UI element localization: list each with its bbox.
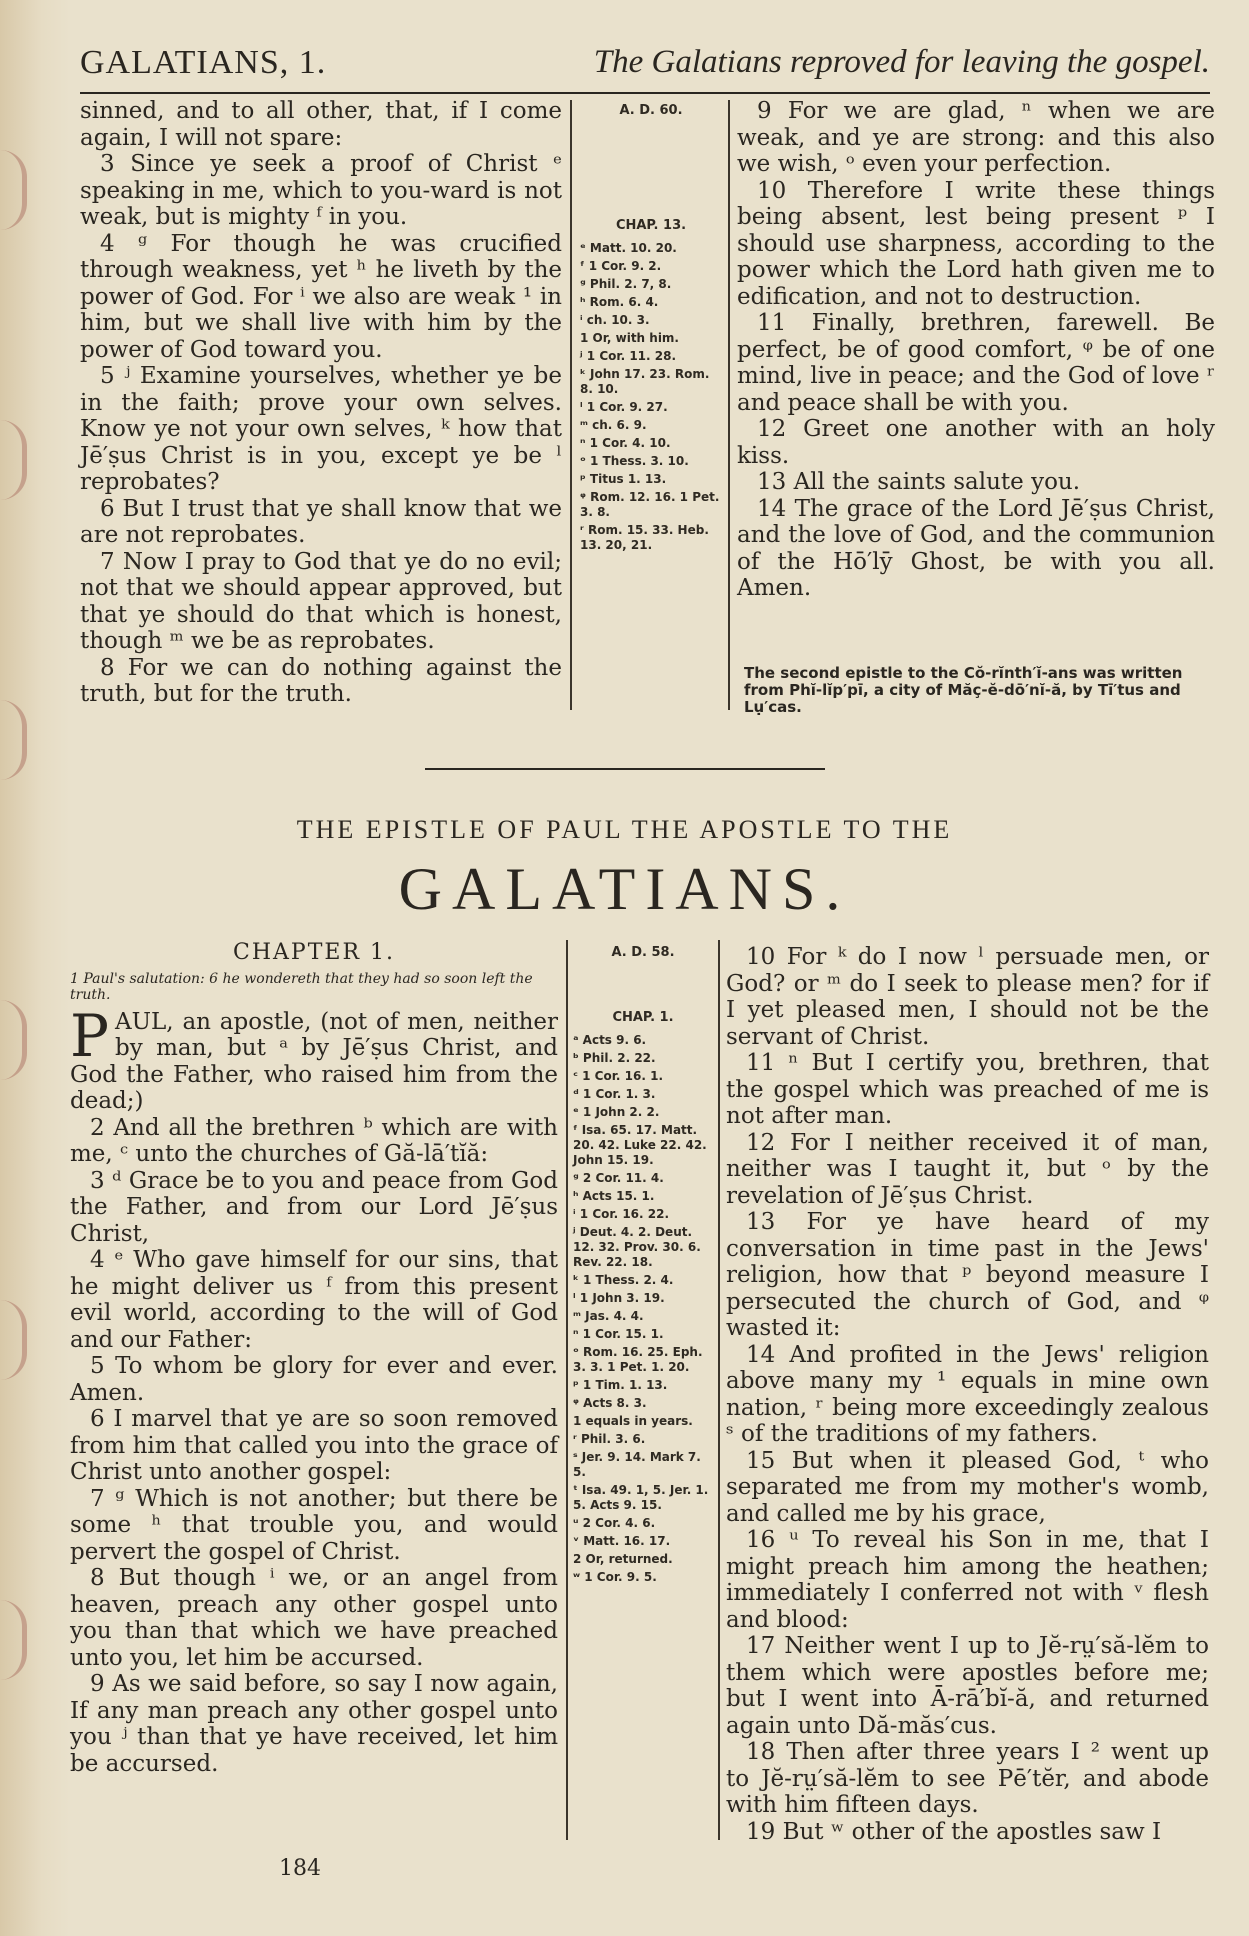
cross-reference: ᶠ 1 Cor. 9. 2. [580,259,662,273]
column-rule [728,100,730,710]
verse: 11 ⁿ But I certify you, brethren, that the gospel which was preached of me is not after man. [726,1050,1209,1129]
chapter-heading: CHAPTER 1. [233,940,395,965]
verse: 9 For we are glad, ⁿ when we are weak, and ye are strong: and this also we wish, ᵒ even your perfection. [737,98,1215,177]
cross-reference: ᵉ Matt. 10. 20. [580,241,677,255]
book-chapter-heading: GALATIANS, 1. [80,44,327,81]
cross-reference: ʰ Rom. 6. 4. [580,295,659,309]
verse: 9 As we said before, so say I now again, If any man preach any other gospel unto you ʲ than that ye have received, let him be accursed. [70,1671,558,1777]
cross-reference: ʰ Acts 15. 1. [573,1189,655,1203]
verse: 15 But when it pleased God, ᵗ who separated me from my mother's womb, and called me by his grace, [726,1447,1209,1527]
cross-reference: ʳ Phil. 3. 6. [573,1432,646,1446]
date-marker: A. D. 58. [611,945,675,960]
ref-chapter: CHAP. 13. [615,218,687,233]
verse: 4 ᵍ For though he was crucified through weakness, yet ʰ he liveth by the power of God. For ⁱ we also are weak ¹ in him, but we shall live with him by the power of God toward you. [80,230,562,363]
header-rule [80,92,1210,94]
cross-reference: 2 Or, returned. [573,1552,673,1566]
book-title: GALATIANS. [398,856,851,922]
running-header [80,40,1210,88]
cross-reference: ˡ 1 Cor. 9. 27. [580,400,668,414]
epistle-title-line: THE EPISTLE OF PAUL THE APOSTLE TO THE [296,815,953,844]
verse: 16 ᵘ To reveal his Son in me, that I might preach him among the heathen; immediately I conferred not with ᵛ flesh and blood: [726,1527,1209,1633]
verse: 14 The grace of the Lord Jē′ṣus Christ, and the love of God, and the communion of the Hō′lȳ Ghost, be with you all. Amen. [737,495,1215,601]
top-right-column [737,98,1215,602]
cross-reference: ᶜ 1 Cor. 16. 1. [573,1069,664,1083]
column-rule [718,940,720,1840]
top-reference-column [580,103,722,556]
page-number: 184 [279,1856,321,1881]
verse: 12 Greet one another with an holy kiss. [737,416,1215,469]
cross-reference: ʳ Rom. 15. 33. Heb. 13. 20, 21. [580,523,709,552]
verse: 10 Therefore I write these things being absent, lest being present ᵖ I should use sharpness, according to the power which the Lord hath given me to edification, and not to destruction. [737,177,1215,310]
cross-reference: ᵐ Jas. 4. 4. [573,1309,644,1323]
cross-reference: ʲ Deut. 4. 2. Deut. 12. 32. Prov. 30. 6. Rev. 22. 18. [573,1225,701,1269]
verse: 4 ᵉ Who gave himself for our sins, that he might deliver us ᶠ from this present evil world, according to the will of God and our Father: [70,1247,558,1353]
verse: 2 And all the brethren ᵇ which are with me, ᶜ unto the churches of Gă-lā′tĭă: [70,1114,558,1167]
verse: 3 ᵈ Grace be to you and peace from God the Father, and from our Lord Jē′ṣus Christ, [70,1167,558,1247]
verse: 7 ᵍ Which is not another; but there be some ʰ that trouble you, and would pervert the gospel of Christ. [70,1485,558,1565]
verse: 5 To whom be glory for ever and ever. Amen. [70,1353,558,1406]
cross-reference: ˡ 1 John 3. 19. [573,1291,665,1305]
verse: 12 For I neither received it of man, neither was I taught it, but ᵒ by the revelation of Jē′ṣus Christ. [726,1129,1209,1209]
drop-cap: P [70,1001,110,1070]
cross-reference: ᵈ 1 Cor. 1. 3. [573,1087,656,1101]
chapter-summary: 1 Paul's salutation: 6 he wondereth that they had so soon left the truth. [70,970,533,1003]
cross-reference: ⁿ 1 Cor. 15. 1. [573,1327,664,1341]
bottom-left-column [70,940,558,1777]
cross-reference: ᵍ 2 Cor. 11. 4. [573,1171,664,1185]
verse: 13 All the saints salute you. [757,469,1081,495]
cross-reference: ʲ 1 Cor. 11. 28. [580,349,677,363]
cross-reference: ⁱ 1 Cor. 16. 22. [573,1207,670,1221]
cross-reference: ᵇ Phil. 2. 22. [573,1051,656,1065]
verse: 5 ʲ Examine yourselves, whether ye be in the faith; prove your own selves. Know ye not your own selves, ᵏ how that Jē′ṣus Christ is in you, except ye be ˡ reprobates? [80,363,562,495]
verse: 10 For ᵏ do I now ˡ persuade men, or God? or ᵐ do I seek to please men? for if I yet pleased men, I should not be the servant of Christ. [726,944,1209,1050]
column-rule [566,940,568,1840]
verse: 3 Since ye seek a proof of Christ ᵉ speaking in me, which to you-ward is not weak, but is mighty ᶠ in you. [80,151,562,230]
cross-reference: ⁱ ch. 10. 3. [580,313,650,327]
cross-reference: 1 Or, with him. [580,331,679,345]
date-marker: A. D. 60. [619,103,683,118]
cross-reference: ᵠ Rom. 12. 16. 1 Pet. 3. 8. [580,490,720,519]
verse: 6 But I trust that ye shall know that we are not reprobates. [80,495,562,548]
cross-reference: 1 equals in years. [573,1414,693,1428]
cross-reference: ᵏ 1 Thess. 2. 4. [573,1273,674,1287]
column-rule [570,100,572,710]
verse: 8 For we can do nothing against the truth, but for the truth. [80,654,562,707]
verse: 11 Finally, brethren, farewell. Be perfect, be of good comfort, ᵠ be of one mind, live in peace; and the God of love ʳ and peace shall be with you. [737,310,1215,416]
ref-chapter: CHAP. 1. [612,1010,674,1025]
cross-reference: ᵠ Acts 8. 3. [573,1396,647,1410]
cross-reference: ᵛ Matt. 16. 17. [573,1534,671,1548]
bottom-right-column [726,944,1209,1845]
cross-reference: ᵖ Titus 1. 13. [580,472,667,486]
cross-reference: ᵘ 2 Cor. 4. 6. [573,1516,656,1530]
colophon: The second epistle to the Cŏ-rĭnth′ĭ-ans was written from Phĭ-lĭp′pī, a city of Măç-ĕ-dō′nĭ-ă, by Tī′tus and Lụ′cas. [744,664,1183,716]
cross-reference: ⁿ 1 Cor. 4. 10. [580,436,671,450]
cross-reference: ᵏ John 17. 23. Rom. 8. 10. [580,367,710,396]
cross-reference: ᵍ Phil. 2. 7, 8. [580,277,672,291]
cross-reference: ᵖ 1 Tim. 1. 13. [573,1378,668,1392]
first-verse [70,1001,558,1115]
verse: 8 But though ⁱ we, or an angel from heaven, preach any other gospel unto you than that which we have preached unto you, let him be accursed. [70,1565,558,1671]
verse: 18 Then after three years I ² went up to Jĕ-rṳ′să-lĕm to see Pē′tĕr, and abode with him fifteen days. [726,1739,1209,1818]
section-separator [425,768,825,770]
cross-reference: ᵗ Isa. 49. 1, 5. Jer. 1. 5. Acts 9. 15. [573,1483,709,1512]
cross-reference: ᵉ 1 John 2. 2. [573,1105,660,1119]
verse: 6 I marvel that ye are so soon removed from him that called you into the grace of Christ unto another gospel: [70,1406,558,1485]
cross-reference: ᵒ 1 Thess. 3. 10. [580,454,689,468]
cross-reference: ˢ Jer. 9. 14. Mark 7. 5. [573,1450,701,1479]
verse: 14 And profited in the Jews' religion above many my ¹ equals in mine own nation, ʳ being more exceedingly zealous ˢ of the traditions of my fathers. [726,1341,1209,1447]
cross-reference: ᵒ Rom. 16. 25. Eph. 3. 3. 1 Pet. 1. 20. [573,1345,703,1374]
verse-text: AUL, an apostle, (not of men, neither by man, but ᵃ by Jē′ṣus Christ, and God the Father, who raised him from the dead;) [70,1008,558,1114]
bottom-reference-column [573,945,713,1588]
cross-reference: ᶠ Isa. 65. 17. Matt. 20. 42. Luke 22. 42. John 15. 19. [573,1123,707,1167]
verse: sinned, and to all other, that, if I come again, I will not spare: [80,98,562,151]
cross-reference: ʷ 1 Cor. 9. 5. [573,1570,657,1584]
cross-reference: ᵃ Acts 9. 6. [573,1033,647,1047]
verse: 17 Neither went I up to Jĕ-rṳ′să-lĕm to them which were apostles before me; but I went into Ā-rā′bĭ-ă, and returned again unto Dă-măs′cus. [726,1633,1209,1739]
top-left-column [80,98,562,708]
verse: 13 For ye have heard of my conversation in time past in the Jews' religion, how that ᵖ beyond measure I persecuted the church of God, and ᵠ wasted it: [726,1209,1209,1341]
cross-reference: ᵐ ch. 6. 9. [580,418,647,432]
verse: 7 Now I pray to God that ye do no evil; not that we should appear approved, but that ye should do that which is honest, though ᵐ we be as reprobates. [80,548,562,654]
page-topic-heading: The Galatians reproved for leaving the gospel. [593,44,1210,80]
verse: 19 But ʷ other of the apostles saw I [746,1818,1162,1845]
